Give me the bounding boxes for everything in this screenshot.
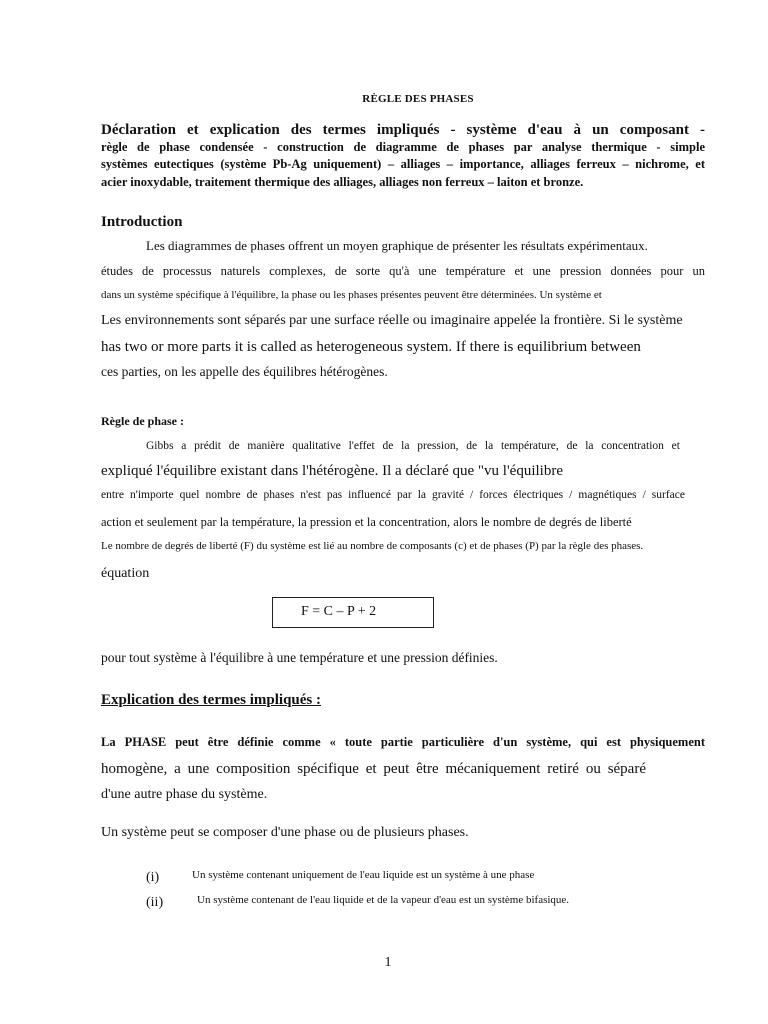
- paragraph-line: La PHASE peut être définie comme « toute partie particulière d'un système, qui est physiquement: [101, 735, 705, 749]
- paragraph-line: Un système peut se composer d'une phase ou de plusieurs phases.: [101, 825, 469, 840]
- list-marker: (i): [146, 870, 160, 885]
- paragraph-line: homogène, a une composition spécifique et peut être mécaniquement retiré ou séparé: [101, 761, 646, 777]
- list-item: Un système contenant uniquement de l'eau liquide est un système à une phase: [192, 869, 535, 881]
- explanation-heading: Explication des termes impliqués :: [101, 692, 321, 708]
- paragraph-line: action et seulement par la température, la pression et la concentration, alors le nombre de degrés de liberté: [101, 515, 632, 529]
- summary-line: règle de phase condensée - construction de diagramme de phases par analyse thermique - simple: [101, 140, 705, 154]
- document-title: RÈGLE DES PHASES: [362, 93, 474, 105]
- paragraph-line: Les diagrammes de phases offrent un moyen graphique de présenter les résultats expérimentaux.: [146, 238, 648, 253]
- paragraph-line: Gibbs a prédit de manière qualitative l'effet de la pression, de la température, de la concentration et: [146, 440, 680, 452]
- paragraph-line: d'une autre phase du système.: [101, 787, 268, 802]
- list-item: Un système contenant de l'eau liquide et de la vapeur d'eau est un système bifasique.: [197, 894, 570, 906]
- paragraph-line: has two or more parts it is called as heterogeneous system. If there is equilibrium between: [101, 339, 641, 355]
- introduction-heading: Introduction: [101, 214, 183, 230]
- paragraph-line: études de processus naturels complexes, de sorte qu'à une température et une pression données pour un: [101, 264, 705, 278]
- summary-line: systèmes eutectiques (système Pb-Ag uniquement) – alliages – importance, alliages ferreux – nichrome, et: [101, 157, 705, 171]
- summary-line: acier inoxydable, traitement thermique des alliages, alliages non ferreux – laiton et bronze.: [101, 175, 584, 189]
- page-number: 1: [384, 955, 392, 970]
- paragraph-line: dans un système spécifique à l'équilibre, la phase ou les phases présentes peuvent être déterminées. Un système et: [101, 289, 602, 301]
- list-marker: (ii): [146, 895, 164, 910]
- equation-box: [272, 597, 434, 628]
- paragraph-line: équation: [101, 566, 150, 581]
- phase-rule-heading: Règle de phase :: [101, 414, 184, 428]
- paragraph-line: entre n'importe quel nombre de phases n'est pas influencé par la gravité / forces électriques / magnétiques / surface: [101, 489, 685, 501]
- phase-rule-equation: F = C – P + 2: [301, 604, 377, 619]
- paragraph-line: ces parties, on les appelle des équilibres hétérogènes.: [101, 364, 388, 379]
- paragraph-line: expliqué l'équilibre existant dans l'hétérogène. Il a déclaré que "vu l'équilibre: [101, 463, 563, 479]
- paragraph-line: pour tout système à l'équilibre à une température et une pression définies.: [101, 650, 498, 665]
- paragraph-line: Les environnements sont séparés par une surface réelle ou imaginaire appelée la frontière. Si le système: [101, 313, 683, 328]
- paragraph-line: Le nombre de degrés de liberté (F) du système est lié au nombre de composants (c) et de phases (P) par la règle des phases.: [101, 540, 644, 552]
- summary-line: Déclaration et explication des termes impliqués - système d'eau à un composant -: [101, 122, 705, 138]
